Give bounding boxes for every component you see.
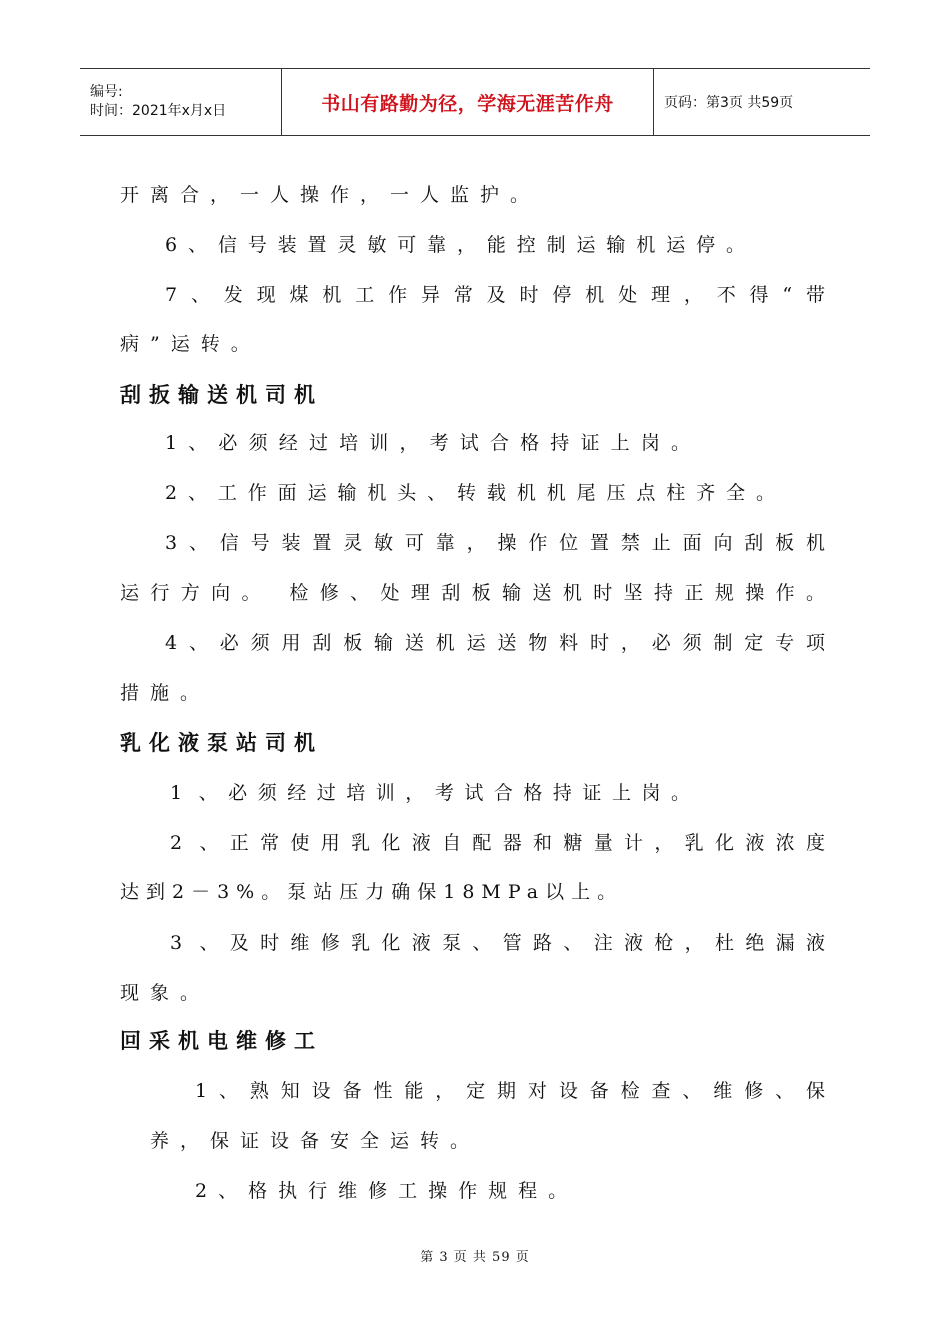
number-label: 编号:	[90, 84, 123, 100]
page-header	[80, 68, 870, 136]
body-line: 1、必须经过培训，考试合格持证上岗。	[165, 432, 690, 454]
header-meta	[80, 69, 282, 135]
body-line: 养，保证设备安全运转。	[150, 1130, 481, 1152]
body-line: 1 、必须经过培训，考试合格持证上岗。	[170, 782, 690, 804]
body-line: 2、工作面运输机头、转载机机尾压点柱齐全。	[165, 482, 775, 504]
body-line: 开离合，一人操作，一人监护。	[120, 184, 541, 206]
body-line: 2 、正常使用乳化液自配器和糖量计，乳化液浓度	[170, 832, 825, 854]
motto-text: 书山有路勤为径，学海无涯苦作舟	[321, 92, 614, 115]
date-label: 时间：2021年x月x日	[90, 103, 227, 119]
header-page-info-cell	[654, 69, 870, 135]
body-line: 7、发现煤机工作异常及时停机处理，不得“带	[165, 284, 825, 306]
body-line: 4、必须用刮板输送机运送物料时，必须制定专项	[165, 632, 825, 654]
body-line: 措施。	[120, 682, 211, 704]
body-line: 1、熟知设备性能，定期对设备检查、维修、保	[195, 1080, 825, 1102]
body-line: 3、信号装置灵敏可靠，操作位置禁止面向刮板机	[165, 532, 825, 554]
section-heading: 回采机电维修工	[120, 1028, 323, 1053]
header-motto-cell	[282, 69, 654, 135]
page-footer: 第 3 页 共 59 页	[420, 1250, 530, 1265]
body-line: 3 、及时维修乳化液泵、管路、注液枪，杜绝漏液	[170, 932, 825, 954]
body-line: 达到2－3%。泵站压力确保18MPa以上。	[120, 881, 624, 903]
body-line: 2、格执行维修工操作规程。	[195, 1180, 579, 1202]
body-line: 运行方向。 检修、处理刮板输送机时坚持正规操作。	[120, 582, 825, 604]
page-info: 页码：第3页 共59页	[664, 95, 794, 111]
section-heading: 乳化液泵站司机	[120, 730, 323, 755]
section-heading: 刮扳输送机司机	[120, 382, 323, 407]
body-line: 6、信号装置灵敏可靠，能控制运输机运停。	[165, 234, 745, 256]
body-line: 病”运转。	[120, 333, 261, 355]
body-line: 现象。	[120, 982, 211, 1004]
